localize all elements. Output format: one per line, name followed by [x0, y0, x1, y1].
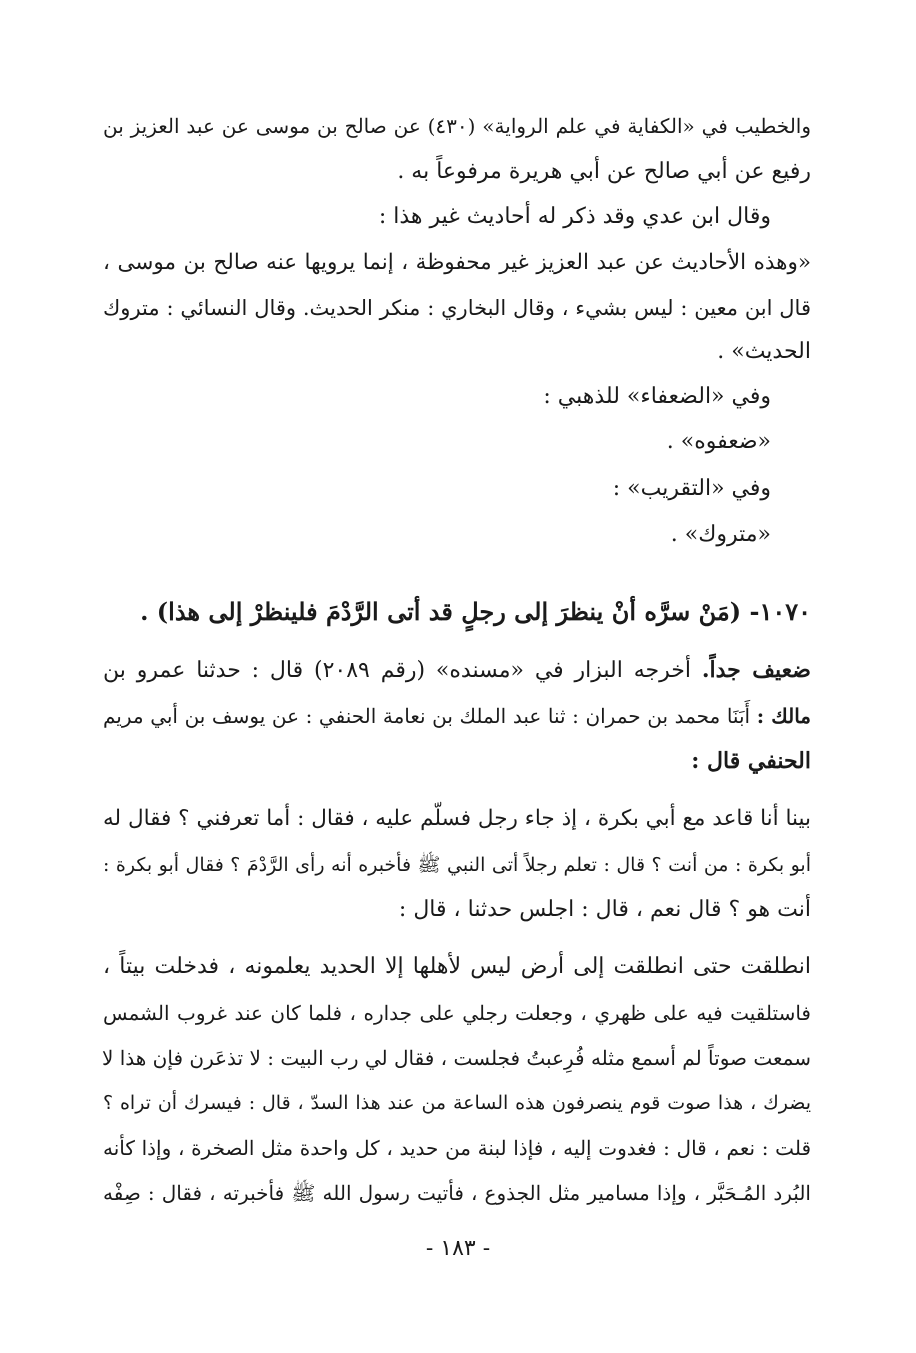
narration-line: بينا أنا قاعد مع أبي بكرة ، إذ جاء رجل فسلّم عليه ، فقال : أما تعرفني ؟ فقال له [103, 806, 811, 831]
text-line: الحديث» . [717, 339, 811, 364]
text-line: وقال ابن عدي وقد ذكر له أحاديث غير هذا : [378, 204, 771, 229]
narration-line: أنت هو ؟ قال نعم ، قال : اجلس حدثنا ، قال : [398, 897, 811, 922]
text-line: وفي «الضعفاء» للذهبي : [543, 384, 771, 409]
text-line: «وهذه الأحاديث عن عبد العزيز غير محفوظة ، إنما يرويها عنه صالح بن موسى ، [103, 250, 811, 275]
text-line: وفي «التقريب» : [612, 476, 771, 501]
takhrij-line [103, 699, 811, 733]
hadith-heading: ١٠٧٠- (مَنْ سرَّه أنْ ينظرَ إلى رجلٍ قد أتى الرَّدْمَ فلينظرْ إلى هذا) . [140, 597, 811, 626]
narration-line: البُرد المُـحَبَّر ، وإذا مسامير مثل الجذوع ، فأتيت رسول الله ﷺ فأخبرته ، فقال : صِفْه [103, 1181, 811, 1205]
takhrij-text: أخرجه البزار في «مسنده» (رقم ٢٠٨٩) قال : حدثنا عمرو بن [103, 658, 691, 683]
narration-line: انطلقت حتى انطلقت إلى أرض ليس لأهلها إلا الحديد يعلمونه ، فدخلت بيتاً ، [103, 954, 811, 979]
takhrij-text: أَبَنَا محمد بن حمران : ثنا عبد الملك بن نعامة الحنفي : عن يوسف بن أبي مريم [103, 704, 751, 728]
text-line: رفيع عن أبي صالح عن أبي هريرة مرفوعاً به . [397, 159, 811, 184]
text-line: «ضعفوه» . [666, 429, 771, 454]
takhrij-line: الحنفي قال : [691, 748, 811, 774]
text-line: قال ابن معين : ليس بشيء ، وقال البخاري : منكر الحديث. وقال النسائي : متروك [103, 296, 811, 320]
grade-label: ضعيف جداً. [701, 657, 811, 683]
narrator-name: مالك : [756, 704, 812, 728]
narration-line: قلت : نعم ، قال : فغدوت إليه ، فإذا لبنة من حديد ، كل واحدة مثل الصخرة ، وإذا كأنه [103, 1136, 812, 1160]
text-line: والخطيب في «الكفاية في علم الرواية» (٤٣٠) عن صالح بن موسى عن عبد العزيز بن [103, 114, 812, 138]
text-line: «متروك» . [670, 522, 771, 547]
narration-line: أبو بكرة : من أنت ؟ قال : تعلم رجلاً أتى النبي ﷺ فأخبره أنه رأى الرَّدْمَ ؟ فقال أبو بكرة : [103, 854, 812, 876]
page-number: - ١٨٣ - [425, 1236, 491, 1261]
narration-line: فاستلقيت فيه على ظهري ، وجعلت رجلي على جداره ، فلما كان عند غروب الشمس [103, 1001, 811, 1025]
takhrij-line [103, 653, 811, 688]
narration-line: يضرك ، هذا صوت قوم ينصرفون هذه الساعة من عند هذا السدّ ، قال : فيسرك أن تراه ؟ [103, 1092, 811, 1114]
narration-line: سمعت صوتاً لم أسمع مثله فُرِعبتُ فجلست ، فقال لي رب البيت : لا تذعَرن فإن هذا لا [101, 1046, 811, 1070]
